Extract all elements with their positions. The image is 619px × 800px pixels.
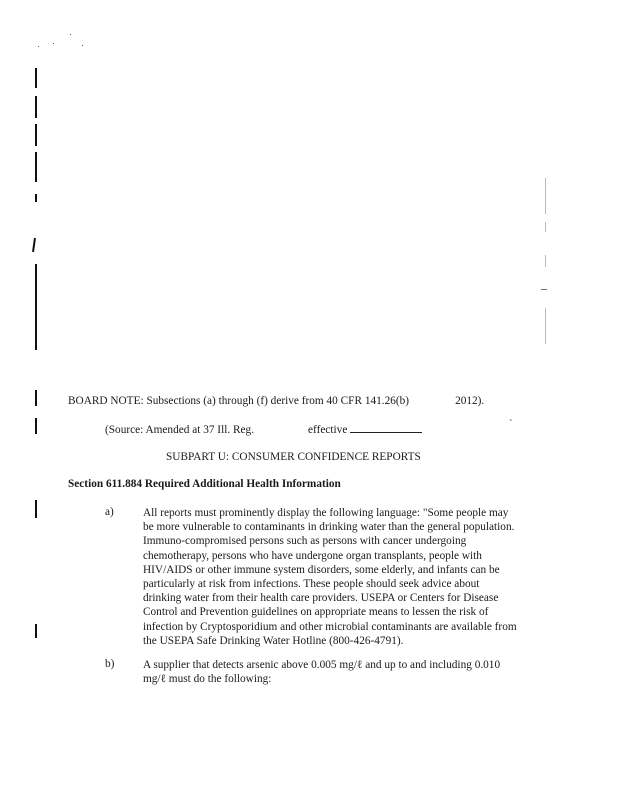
tick-mark: ` bbox=[509, 418, 513, 430]
revision-bar bbox=[35, 418, 37, 434]
item-b-line: A supplier that detects arsenic above 0.005 mg/ℓ and up to and including 0.010 bbox=[143, 659, 501, 671]
revision-bar bbox=[35, 264, 37, 350]
revision-bar bbox=[35, 500, 37, 518]
item-a-line: infection by Cryptosporidium and other microbial contaminants are available from bbox=[143, 620, 517, 633]
scan-artifact bbox=[70, 34, 71, 35]
item-a-line: Immuno-compromised persons such as persons with cancer undergoing bbox=[143, 535, 467, 548]
scan-artifact bbox=[53, 43, 54, 44]
scan-edge-mark bbox=[545, 178, 546, 214]
item-b-body bbox=[143, 658, 548, 686]
scan-edge-mark bbox=[545, 308, 546, 344]
revision-bar bbox=[35, 194, 37, 202]
item-b-label: b) bbox=[105, 658, 115, 670]
source-text: (Source: Amended at 37 Ill. Reg. bbox=[105, 424, 255, 436]
item-a-line: the USEPA Safe Drinking Water Hotline (800-426-4791). bbox=[143, 634, 404, 647]
item-a-line: All reports must prominently display the following language: "Some people may bbox=[143, 507, 509, 519]
board-note-year: 2012). bbox=[455, 395, 485, 407]
scan-edge-mark bbox=[545, 222, 546, 232]
item-a-label: a) bbox=[105, 506, 114, 518]
item-a-line: Control and Prevention guidelines on appropriate means to lessen the risk of bbox=[143, 606, 489, 619]
scan-edge-mark bbox=[545, 255, 546, 267]
revision-bar bbox=[35, 68, 37, 88]
source-note bbox=[105, 422, 422, 437]
scan-edge-mark bbox=[541, 289, 547, 290]
effective-date-blank bbox=[350, 422, 422, 433]
item-a-line: be more vulnerable to contaminants in drinking water than the general population. bbox=[143, 521, 515, 534]
item-b-line: mg/ℓ must do the following: bbox=[143, 673, 272, 686]
item-a-line: HIV/AIDS or other immune system disorders, some elderly, and infants can be bbox=[143, 563, 500, 576]
effective-label: effective bbox=[308, 424, 348, 436]
board-note-text: BOARD NOTE: Subsections (a) through (f) derive from 40 CFR 141.26(b) bbox=[68, 395, 410, 407]
item-a-line: chemotherapy, persons who have undergone organ transplants, people with bbox=[143, 549, 482, 562]
item-a-line: drinking water from their health care providers. USEPA or Centers for Disease bbox=[143, 592, 499, 605]
revision-bar bbox=[32, 238, 36, 252]
revision-bar bbox=[35, 124, 37, 146]
item-a-line: particularly at risk from infections. These people should seek advice about bbox=[143, 578, 480, 591]
subpart-heading: SUBPART U: CONSUMER CONFIDENCE REPORTS bbox=[166, 451, 421, 463]
scan-artifact bbox=[82, 45, 83, 46]
revision-bar bbox=[35, 152, 37, 182]
scan-artifact bbox=[38, 46, 39, 47]
revision-bar bbox=[35, 96, 37, 118]
revision-bar bbox=[35, 624, 37, 638]
board-note bbox=[68, 394, 484, 408]
item-a-body bbox=[143, 506, 548, 648]
section-heading: Section 611.884 Required Additional Health Information bbox=[68, 478, 341, 490]
revision-bar bbox=[35, 390, 37, 406]
